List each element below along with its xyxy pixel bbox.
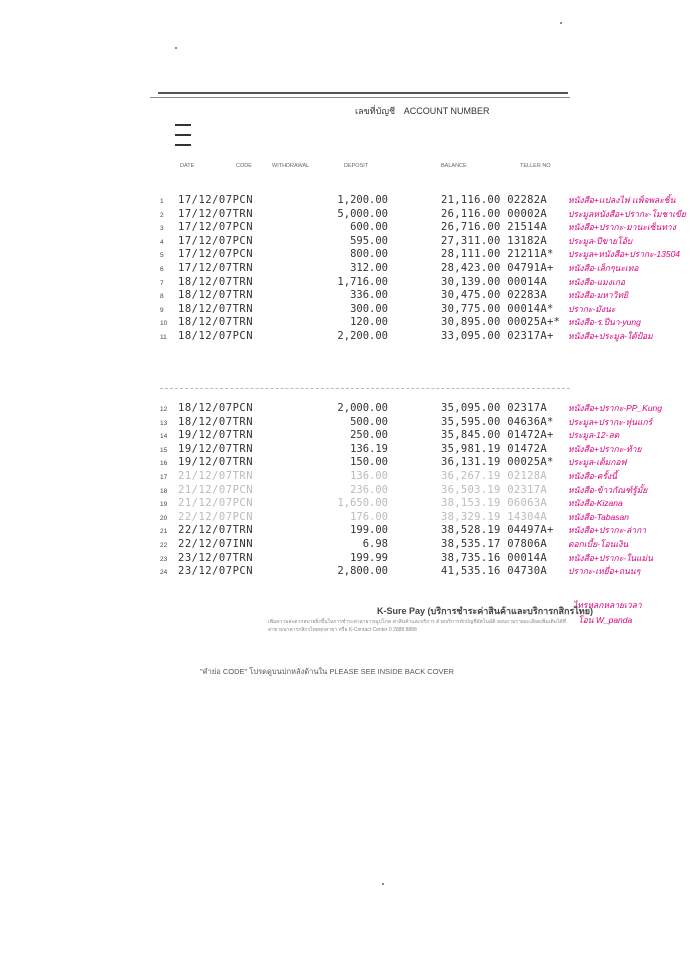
transaction-amount: 176.00 (350, 510, 388, 523)
line-number: 15 (160, 446, 168, 454)
transaction-date-code: 18/12/07PCN (178, 329, 254, 342)
balance-teller: 35,595.00 04636A* (441, 415, 554, 428)
transaction-date-code: 17/12/07PCN (178, 221, 254, 234)
line-number: 23 (160, 555, 168, 563)
line-number: 1 (160, 198, 164, 205)
transaction-amount: 136.19 (350, 442, 388, 455)
transaction-row (160, 402, 663, 416)
transaction-row (160, 329, 653, 344)
transaction-row (160, 207, 686, 222)
balance-teller: 26,716.00 21514A (441, 221, 547, 234)
line-number: 13 (160, 419, 168, 427)
transaction-date-code: 18/12/07TRN (178, 415, 254, 428)
ksure-pay-title: K-Sure Pay (บริการชำระค่าสินค้าและบริการกสิกรไทย) (377, 606, 594, 616)
transaction-amount: 2,800.00 (337, 565, 388, 578)
line-number: 18 (160, 487, 168, 495)
transaction-amount: 236.00 (350, 483, 388, 496)
transactions-top (160, 194, 686, 344)
balance-teller: 21,116.00 02282A (441, 194, 547, 206)
code-abbreviation-note: "คำย่อ CODE" โปรดดูบนปกหลังด้านใน PLEASE SEE INSIDE BACK COVER (200, 667, 454, 676)
transaction-row (160, 442, 642, 457)
handwritten-note: ประมูล-เต็มกอฟ (568, 457, 627, 468)
line-number: 10 (160, 320, 168, 328)
transaction-row (160, 316, 641, 330)
transaction-row (160, 302, 616, 317)
transaction-row (160, 289, 629, 303)
ksure-pay-text: เพิ่มความสะดวกสบายยิ่งขึ้นในการชำระค่าสาธารณูปโภค ค่าสินค้าและบริการ ด้วยบริการหักบัญชีอัตโนมัติ สอบถามรายละเอียดเพิ่มเติมได้ที่สาขาธนาคารกสิกรไทยทุกสาขา หรือ K-Contact Center 0 2888 8888 (268, 619, 566, 633)
transaction-amount: 250.00 (350, 429, 388, 442)
balance-teller: 38,535.17 07806A (441, 537, 547, 550)
transaction-amount: 336.00 (350, 289, 388, 302)
balance-teller: 27,311.00 13182A (441, 234, 547, 247)
line-number: 7 (160, 279, 164, 287)
handwritten-note: หนังสือ+ปรากะ-ล่ากา (568, 525, 646, 536)
transaction-amount: 2,000.00 (337, 402, 388, 414)
balance-teller: 35,845.00 01472A+ (441, 429, 554, 442)
line-number: 16 (160, 460, 168, 468)
line-number: 21 (160, 528, 168, 536)
speck (175, 47, 177, 49)
transaction-date-code: 18/12/07TRN (178, 302, 254, 315)
account-number-label (355, 104, 496, 118)
transaction-date-code: 22/12/07PCN (178, 510, 254, 523)
balance-teller: 36,503.19 02317A (441, 483, 547, 496)
handwritten-note: หนังสือ+เเปลงไฟ เเพ็จพละชิ้น (568, 195, 676, 205)
handwritten-note: หนังสือ+ปรากะ-ท้าย (568, 443, 642, 454)
transaction-row (160, 469, 617, 484)
balance-teller: 35,095.00 02317A (441, 402, 547, 414)
handwritten-note: หนังสือ-แมงเกอ (568, 276, 626, 287)
handwritten-note: หนังสือ+ประมูล-ใต้ป้อม (568, 330, 653, 341)
balance-teller: 35,981.19 01472A (441, 442, 547, 455)
handwritten-note: หนังสือ-เล็กๆนะเทอ (568, 262, 639, 273)
transaction-amount: 199.00 (350, 524, 388, 537)
handwritten-note: หนังสือ-ร.ปีนา-yung (568, 317, 641, 328)
handwritten-note: หนังสือ-ข้าวกัณฑ์รู้มั้ย (568, 484, 648, 495)
handwritten-note: หนังสือ+ปรากะ-ในแม่น (568, 552, 653, 563)
transaction-date-code: 17/12/07TRN (178, 207, 254, 220)
transaction-date-code: 18/12/07TRN (178, 289, 254, 302)
col-header-code: CODE (236, 163, 252, 169)
handwritten-note: ประมูล-12-ลต (568, 430, 620, 441)
transaction-amount: 312.00 (350, 261, 388, 274)
barcode-marks (175, 124, 191, 154)
balance-teller: 28,423.00 04791A+ (441, 261, 554, 274)
transaction-date-code: 23/12/07PCN (178, 565, 254, 578)
balance-teller: 38,153.19 06063A (441, 497, 547, 510)
handwritten-note: หนังสือ+ปรากะ-PP_Kung (568, 403, 663, 413)
transaction-date-code: 17/12/07TRN (178, 261, 254, 274)
handwritten-note: ปรากะ-เหยื่อ+ถนนๆ (568, 566, 641, 577)
balance-teller: 38,329.19 14304A (441, 510, 547, 523)
transaction-amount: 1,716.00 (337, 275, 388, 288)
transaction-date-code: 18/12/07TRN (178, 275, 254, 288)
transaction-date-code: 21/12/07PCN (178, 483, 254, 496)
balance-teller: 30,475.00 02283A (441, 289, 547, 302)
line-number: 5 (160, 252, 164, 260)
transaction-amount: 5,000.00 (337, 207, 388, 220)
page-top-rule-secondary (150, 97, 570, 98)
line-number: 24 (160, 569, 168, 577)
handwritten-note: หนังสือ-มหาวิทยิ (568, 290, 629, 301)
transaction-row (160, 248, 681, 262)
transaction-row (160, 565, 641, 579)
handwritten-note: หนังสือ-Tabasan (568, 511, 629, 522)
transactions-bottom (160, 402, 663, 579)
handwritten-note: หนังสือ-ครั้งนี้ (568, 470, 617, 481)
line-number: 22 (160, 541, 168, 549)
line-number: 19 (160, 501, 168, 509)
line-number: 14 (160, 433, 168, 441)
page-fold-divider (160, 388, 570, 389)
transaction-row (160, 497, 623, 511)
transaction-row (160, 234, 633, 249)
transaction-row (160, 483, 648, 498)
handwritten-note: ดอกเบี้ย-โอนเงิน (568, 538, 629, 549)
balance-teller: 30,775.00 00014A* (441, 302, 554, 315)
transaction-amount: 500.00 (350, 415, 388, 428)
transaction-date-code: 21/12/07PCN (178, 497, 254, 510)
line-number: 8 (160, 293, 164, 301)
transaction-amount: 2,200.00 (337, 329, 388, 342)
handwritten-note: ประมูลหนังสือ+ปรากะ-โมชาเขีย (568, 208, 686, 219)
line-number: 17 (160, 473, 168, 481)
handwritten-note: ไทรหลกหลายเวลา (573, 600, 642, 610)
line-number: 12 (160, 406, 168, 413)
balance-teller: 41,535.16 04730A (441, 565, 547, 578)
line-number: 6 (160, 265, 164, 273)
transaction-date-code: 19/12/07TRN (178, 442, 254, 455)
transaction-date-code: 23/12/07TRN (178, 551, 254, 564)
line-number: 3 (160, 225, 164, 233)
col-header-date: DATE (180, 163, 195, 169)
balance-teller: 36,267.19 02128A (441, 469, 547, 482)
transaction-date-code: 17/12/07PCN (178, 234, 254, 247)
col-header-balance: BALANCE (441, 163, 467, 169)
transaction-amount: 136.00 (350, 469, 388, 482)
handwritten-note: ประมูล-ปีขายโอ้บ (568, 235, 633, 246)
line-number: 4 (160, 238, 164, 246)
speck (560, 22, 562, 24)
line-number: 2 (160, 211, 164, 219)
handwritten-note: ประมูล+หนังสือ+ปรากะ-13504 (568, 249, 681, 260)
transaction-date-code: 22/12/07TRN (178, 524, 254, 537)
account-label-en: ACCOUNT NUMBER (403, 106, 490, 116)
line-number: 9 (160, 306, 164, 314)
transaction-row (160, 551, 653, 566)
transaction-date-code: 19/12/07TRN (178, 456, 254, 469)
balance-teller: 38,528.19 04497A+ (441, 524, 554, 537)
handwritten-note: หนังสือ+ปรากะ-มานะเซ็นทาง (568, 222, 676, 233)
col-header-deposit: DEPOSIT (344, 163, 369, 169)
transaction-row (160, 275, 626, 290)
transaction-row (160, 221, 676, 235)
transaction-row (160, 524, 646, 538)
transaction-amount: 120.00 (350, 316, 388, 329)
transaction-date-code: 19/12/07TRN (178, 429, 254, 442)
transaction-amount: 1,650.00 (337, 497, 388, 510)
balance-teller: 30,895.00 00025A+* (441, 316, 561, 329)
handwritten-note: ประมูล+ปรากะ-หุ่นแกร์ (568, 416, 653, 427)
balance-teller: 28,111.00 21211A* (441, 248, 554, 261)
handwritten-note: ปรากะ-มังนะ (568, 303, 616, 314)
transaction-amount: 150.00 (350, 456, 388, 469)
balance-teller: 36,131.19 00025A* (441, 456, 554, 469)
transaction-date-code: 18/12/07TRN (178, 316, 254, 329)
account-label-th: เลขที่บัญชี (355, 106, 396, 116)
transaction-amount: 600.00 (350, 221, 388, 234)
transaction-row (160, 429, 620, 443)
speck (382, 883, 384, 885)
transaction-row (160, 456, 627, 470)
transaction-date-code: 22/12/07INN (178, 537, 254, 550)
transaction-amount: 300.00 (350, 302, 388, 315)
col-header-teller: TELLER NO (520, 163, 551, 169)
balance-teller: 26,116.00 00002A (441, 207, 547, 220)
transaction-amount: 6.98 (362, 537, 388, 550)
transaction-amount: 595.00 (350, 234, 388, 247)
transaction-row (160, 194, 676, 208)
balance-teller: 30,139.00 00014A (441, 275, 547, 288)
transaction-date-code: 17/12/07PCN (178, 194, 254, 206)
balance-teller: 38,735.16 00014A (441, 551, 547, 564)
transaction-row (160, 537, 629, 552)
col-header-withdrawal: WITHDRAWAL (272, 163, 310, 169)
transaction-date-code: 17/12/07PCN (178, 248, 254, 261)
handwritten-note: หนังสือ-Kizana (568, 498, 623, 509)
line-number: 20 (160, 514, 168, 522)
transaction-row (160, 415, 653, 430)
balance-teller: 33,095.00 02317A+ (441, 329, 554, 342)
transaction-amount: 800.00 (350, 248, 388, 261)
transaction-amount: 1,200.00 (337, 194, 388, 206)
handwritten-note: โอน W_panda (578, 615, 633, 625)
transaction-date-code: 21/12/07TRN (178, 469, 254, 482)
line-number: 11 (160, 333, 167, 341)
transaction-row (160, 510, 629, 525)
transaction-amount: 199.99 (350, 551, 388, 564)
page-top-rule (158, 92, 568, 94)
transaction-date-code: 18/12/07PCN (178, 402, 254, 414)
transaction-row (160, 261, 639, 276)
